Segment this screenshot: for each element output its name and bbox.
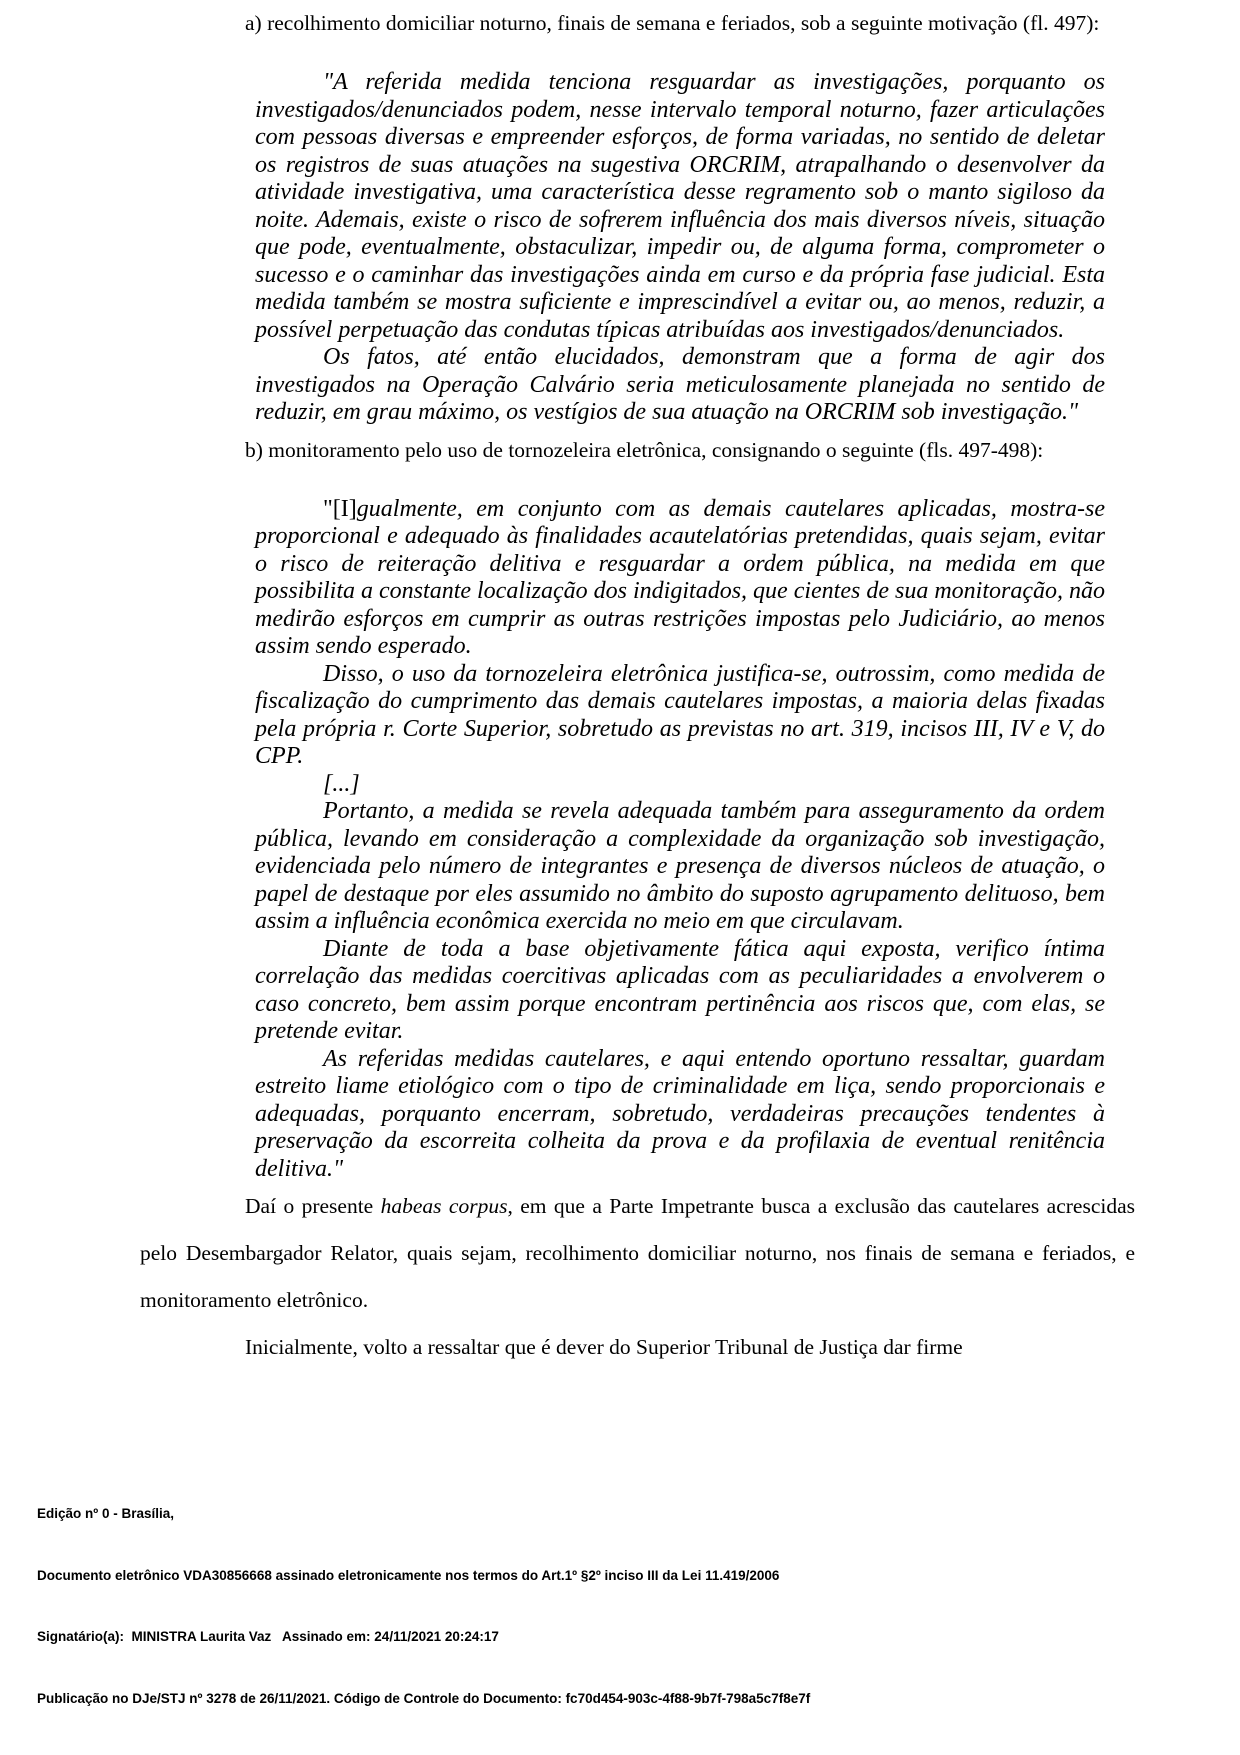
quote-b-paragraph-5: Diante de toda a base objetivamente fática aqui exposta, verifico íntima correlação das medidas coercitivas aplicadas com as peculiaridades a envolverem o caso concreto, bem assim porque encontram pertinência aos riscos que, com elas, se pretende evitar. bbox=[255, 935, 1105, 1044]
document-footer bbox=[37, 1463, 810, 1750]
footer-edition-line: Edição nº 0 - Brasília, bbox=[37, 1506, 174, 1521]
quote-b-paragraph-4: Portanto, a medida se revela adequada também para asseguramento da ordem pública, levando em consideração a complexidade da organização sob investigação, evidenciada pelo número de integrantes e presença de diversos núcleos de atuação, o papel de destaque por eles assumido no âmbito do suposto agrupamento delituoso, bem assim a influência econômica exercida no meio em que circulavam. bbox=[255, 798, 1105, 934]
paragraph-inicialmente: Inicialmente, volto a ressaltar que é dever do Superior Tribunal de Justiça dar firme bbox=[245, 1335, 963, 1359]
document-body bbox=[140, 0, 1135, 1371]
quote-block-b bbox=[255, 496, 1105, 1184]
quote-b-paragraph-3-ellipsis: [...] bbox=[323, 770, 360, 797]
quote-block-a bbox=[255, 69, 1105, 427]
footer-publication-line: Publicação no DJe/STJ nº 3278 de 26/11/2021. Código de Controle do Documento: fc70d454-903c-4f88-9b7f-798a5c7f8e7f bbox=[37, 1690, 811, 1706]
quote-b-paragraph-1 bbox=[255, 496, 1105, 661]
quote-b-paragraph-6: As referidas medidas cautelares, e aqui entendo oportuno ressaltar, guardam estreito liame etiológico com o tipo de criminalidade em liça, sendo proporcionais e adequadas, porquanto encerram, sobretudo, verdadeiras precauções tendentes à preservação da escorreita colheita da prova e da profilaxia de eventual renitência delitiva." bbox=[255, 1045, 1105, 1182]
quote-b-paragraph-2: Disso, o uso da tornozeleira eletrônica justifica-se, outrossim, como medida de fiscalização do cumprimento das demais cautelares impostas, a maioria delas fixadas pela própria r. Corte Superior, sobretudo as previstas no art. 319, incisos III, IV e V, do CPP. bbox=[255, 660, 1105, 769]
paragraph-item-a: a) recolhimento domiciliar noturno, finais de semana e feriados, sob a seguinte motivação (fl. 497): bbox=[245, 11, 1100, 35]
quote-b-lead-rest: gualmente, em conjunto com as demais cautelares aplicadas, mostra-se proporcional e adequado às finalidades acautelatórias pretendidas, quais sejam, evitar o risco de reiteração delitiva e resguardar a ordem pública, na medida em que possibilita a constante localização dos indigitados, que cientes de sua monitoração, não medirão esforços em cumprir as outras restrições impostas pelo Judiciário, ao menos assim sendo esperado. bbox=[255, 495, 1105, 659]
quote-a-paragraph-1: "A referida medida tenciona resguardar as investigações, porquanto os investigados/denunciados podem, nesse intervalo temporal noturno, fazer articulações com pessoas diversas e empreender esforços, de forma variadas, no sentido de deletar os registros de suas atuações na sugestiva ORCRIM, atrapalhando o desenvolver da atividade investigativa, uma característica desse regramento sob o manto sigiloso da noite. Ademais, existe o risco de sofrerem influência dos mais diversos níveis, situação que pode, eventualmente, obstaculizar, impedir ou, de alguma forma, comprometer o sucesso e o caminhar das investigações ainda em curso e da própria fase judicial. Esta medida também se mostra suficiente e imprescindível a evitar ou, ao menos, reduzir, a possível perpetuação das condutas típicas atribuídas aos investigados/denunciados. bbox=[255, 69, 1105, 343]
paragraph-habeas-corpus bbox=[140, 1183, 1135, 1324]
habeas-prefix: Daí o presente bbox=[245, 1194, 381, 1218]
quote-a-paragraph-2: Os fatos, até então elucidados, demonstram que a forma de agir dos investigados na Operação Calvário seria meticulosamente planejada no sentido de reduzir, em grau máximo, os vestígios de sua atuação na ORCRIM sob investigação." bbox=[255, 344, 1105, 425]
quote-b-lead: "[I] bbox=[323, 495, 357, 522]
habeas-suffix: , em que a Parte Impetrante busca a exclusão das cautelares acrescidas pelo Desembargador Relator, quais sejam, recolhimento domiciliar noturno, nos finais de semana e feriados, e monitoramento eletrônico. bbox=[140, 1194, 1136, 1312]
footer-signatory-line: Signatário(a): MINISTRA Laurita Vaz Assinado em: 24/11/2021 20:24:17 bbox=[37, 1629, 499, 1644]
footer-electronic-document-line: Documento eletrônico VDA30856668 assinado eletronicamente nos termos do Art.1º §2º inciso III da Lei 11.419/2006 bbox=[37, 1567, 780, 1583]
paragraph-item-b: b) monitoramento pelo uso de tornozeleira eletrônica, consignando o seguinte (fls. 497-498): bbox=[245, 437, 1044, 462]
habeas-corpus-italic: habeas corpus bbox=[380, 1194, 508, 1218]
